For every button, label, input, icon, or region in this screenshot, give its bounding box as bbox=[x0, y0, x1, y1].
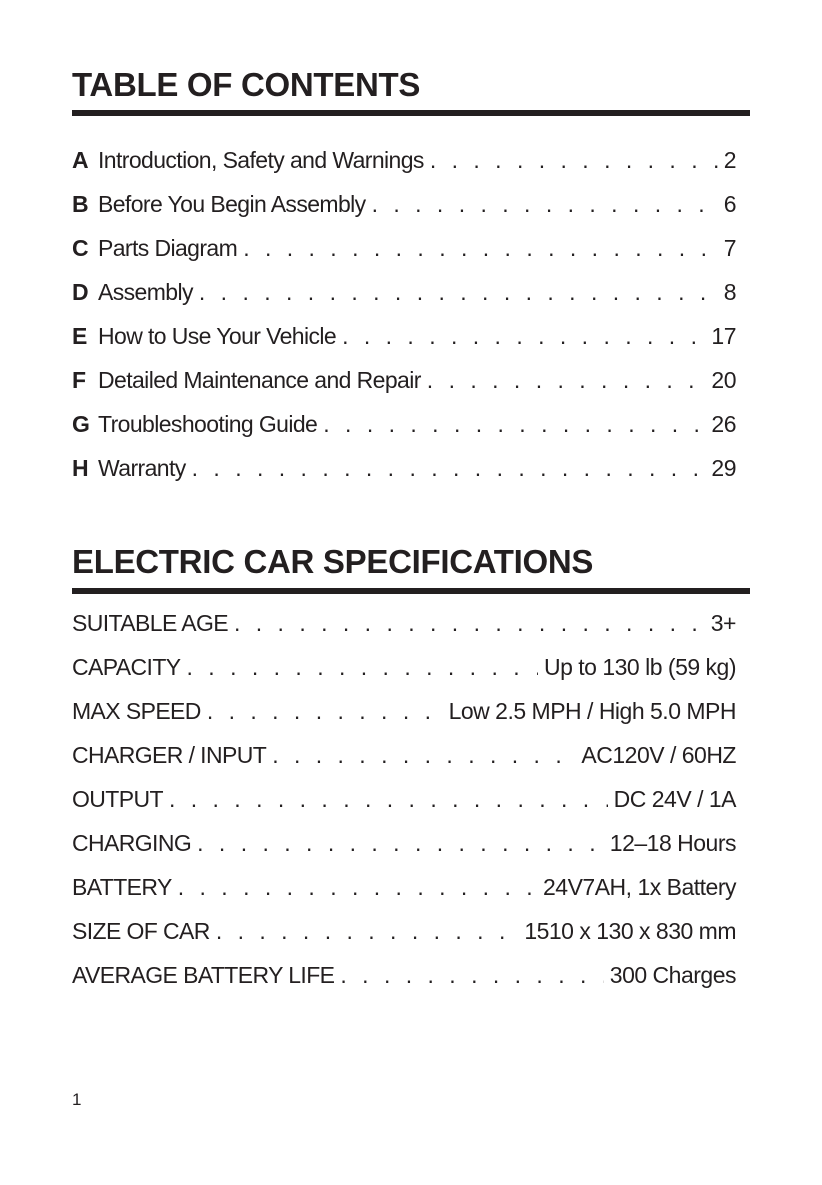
spec-row bbox=[72, 874, 736, 918]
toc-list bbox=[72, 147, 736, 499]
toc-entry-page: 8 bbox=[723, 279, 736, 305]
dot-leader bbox=[427, 367, 706, 394]
toc-entry-page: 26 bbox=[711, 411, 736, 437]
page-number: 1 bbox=[72, 1090, 82, 1109]
spec-row bbox=[72, 610, 736, 654]
spec-value: Low 2.5 MPH / High 5.0 MPH bbox=[448, 698, 736, 724]
spec-label: SIZE OF CAR bbox=[72, 918, 210, 944]
toc-entry-letter: G bbox=[72, 411, 90, 437]
spec-label: AVERAGE BATTERY LIFE bbox=[72, 962, 335, 988]
toc-entry-label: Detailed Maintenance and Repair bbox=[98, 367, 421, 393]
dot-leader bbox=[342, 323, 705, 350]
spec-value: 12–18 Hours bbox=[609, 830, 736, 856]
dot-leader bbox=[192, 455, 706, 482]
spec-row bbox=[72, 742, 736, 786]
spec-label: CAPACITY bbox=[72, 654, 181, 680]
dot-leader bbox=[372, 191, 718, 218]
toc-entry-label: Warranty bbox=[98, 455, 186, 481]
toc-entry-page: 17 bbox=[711, 323, 736, 349]
spec-row bbox=[72, 654, 736, 698]
spec-row bbox=[72, 698, 736, 742]
toc-entry-page: 2 bbox=[723, 147, 736, 173]
toc-entry[interactable] bbox=[72, 455, 736, 499]
specs-divider bbox=[72, 588, 750, 594]
dot-leader bbox=[178, 874, 537, 901]
spec-value: AC120V / 60HZ bbox=[581, 742, 736, 768]
toc-entry-label: Troubleshooting Guide bbox=[98, 411, 318, 437]
spec-value: 3+ bbox=[710, 610, 736, 636]
toc-entry-letter: B bbox=[72, 191, 89, 217]
spec-label: MAX SPEED bbox=[72, 698, 201, 724]
dot-leader bbox=[199, 279, 718, 306]
toc-entry[interactable] bbox=[72, 323, 736, 367]
toc-entry-page: 6 bbox=[723, 191, 736, 217]
spec-value: Up to 130 lb (59 kg) bbox=[543, 654, 736, 680]
toc-entry-letter: H bbox=[72, 455, 89, 481]
spec-value: 24V7AH, 1x Battery bbox=[543, 874, 736, 900]
dot-leader bbox=[430, 147, 718, 174]
toc-entry[interactable] bbox=[72, 411, 736, 455]
spec-value: 300 Charges bbox=[609, 962, 736, 988]
spec-label: OUTPUT bbox=[72, 786, 163, 812]
toc-entry-page: 20 bbox=[711, 367, 736, 393]
dot-leader bbox=[216, 918, 519, 945]
spec-row bbox=[72, 786, 736, 830]
dot-leader bbox=[169, 786, 608, 813]
toc-entry[interactable] bbox=[72, 147, 736, 191]
dot-leader bbox=[272, 742, 575, 769]
toc-divider bbox=[72, 110, 750, 116]
toc-heading: TABLE OF CONTENTS bbox=[72, 66, 421, 103]
toc-entry[interactable] bbox=[72, 367, 736, 411]
toc-entry-label: Parts Diagram bbox=[98, 235, 238, 261]
spec-label: BATTERY bbox=[72, 874, 172, 900]
spec-label: CHARGER / INPUT bbox=[72, 742, 267, 768]
toc-entry-page: 7 bbox=[723, 235, 736, 261]
toc-entry-label: Before You Begin Assembly bbox=[98, 191, 366, 217]
toc-entry-letter: A bbox=[72, 147, 89, 173]
specs-heading: ELECTRIC CAR SPECIFICATIONS bbox=[72, 543, 594, 580]
toc-entry-label: Assembly bbox=[98, 279, 193, 305]
dot-leader bbox=[234, 610, 705, 637]
spec-value: 1510 x 130 x 830 mm bbox=[524, 918, 736, 944]
spec-row bbox=[72, 830, 736, 874]
toc-entry[interactable] bbox=[72, 235, 736, 279]
toc-entry-label: How to Use Your Vehicle bbox=[98, 323, 337, 349]
spec-row bbox=[72, 962, 736, 1006]
dot-leader bbox=[323, 411, 705, 438]
spec-value: DC 24V / 1A bbox=[613, 786, 736, 812]
dot-leader bbox=[197, 830, 604, 857]
toc-entry[interactable] bbox=[72, 279, 736, 323]
dot-leader bbox=[243, 235, 718, 262]
toc-entry-label: Introduction, Safety and Warnings bbox=[98, 147, 424, 173]
toc-entry-letter: E bbox=[72, 323, 88, 349]
spec-label: CHARGING bbox=[72, 830, 192, 856]
dot-leader bbox=[187, 654, 538, 681]
dot-leader bbox=[340, 962, 603, 989]
toc-entry-letter: C bbox=[72, 235, 89, 261]
dot-leader bbox=[207, 698, 443, 725]
spec-label: SUITABLE AGE bbox=[72, 610, 228, 636]
toc-entry-letter: F bbox=[72, 367, 87, 393]
spec-row bbox=[72, 918, 736, 962]
toc-entry-letter: D bbox=[72, 279, 89, 305]
toc-entry[interactable] bbox=[72, 191, 736, 235]
specs-list bbox=[72, 610, 736, 1006]
toc-entry-page: 29 bbox=[711, 455, 736, 481]
